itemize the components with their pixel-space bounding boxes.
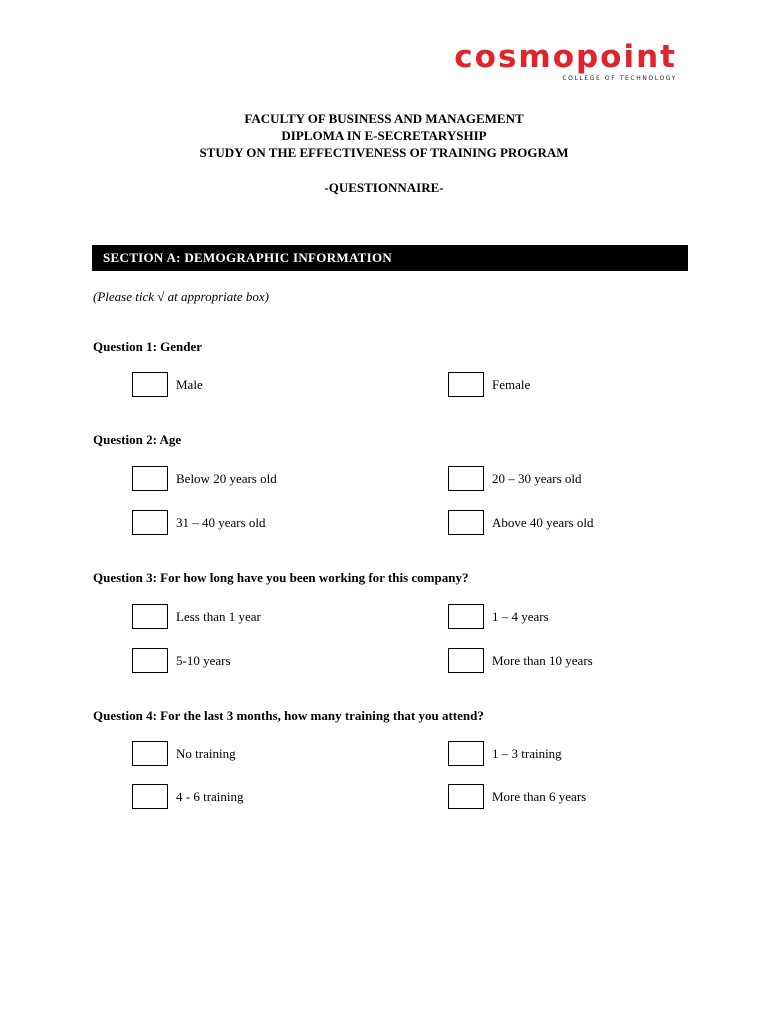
option-label: 5-10 years [176,652,231,668]
question-2-label: Question 2: Age [93,432,182,447]
option-label: Less than 1 year [176,608,261,624]
option-label: 1 – 4 years [492,608,549,624]
option-q4-2[interactable] [448,741,562,766]
option-label: Female [492,376,531,392]
option-q4-3[interactable] [132,784,244,809]
option-label: 1 – 3 training [492,745,562,761]
document-header [0,110,768,161]
question-1-label: Question 1: Gender [93,339,203,354]
option-q3-1[interactable] [132,604,261,629]
question-4-label: Question 4: For the last 3 months, how many training that you attend? [93,708,484,723]
option-label: More than 6 years [492,788,587,804]
logo-tagline: COLLEGE OF TECHNOLOGY [562,75,677,82]
option-label: 4 - 6 training [176,788,244,804]
faculty-title: FACULTY OF BUSINESS AND MANAGEMENT [244,111,524,126]
checkbox[interactable] [132,741,168,766]
option-q2-1[interactable] [132,466,277,491]
option-label: 20 – 30 years old [492,470,582,486]
checkbox[interactable] [448,604,484,629]
checkbox[interactable] [132,372,168,397]
option-q4-1[interactable] [132,741,236,766]
option-q4-4[interactable] [448,784,586,809]
option-q3-2[interactable] [448,604,549,629]
section-a-heading: SECTION A: DEMOGRAPHIC INFORMATION [92,245,688,271]
option-q2-2[interactable] [448,466,582,491]
checkbox[interactable] [448,784,484,809]
checkbox[interactable] [132,604,168,629]
option-label: Below 20 years old [176,470,277,486]
checkbox[interactable] [132,510,168,535]
tick-instruction: (Please tick √ at appropriate box) [93,289,269,304]
option-q1-2[interactable] [448,372,530,397]
option-q3-3[interactable] [132,648,231,673]
option-label: Above 40 years old [492,514,594,530]
option-label: No training [176,745,236,761]
cosmopoint-logo [454,40,677,82]
checkbox[interactable] [132,784,168,809]
option-q2-3[interactable] [132,510,266,535]
diploma-title: DIPLOMA IN E-SECRETARYSHIP [281,128,487,143]
option-q1-1[interactable] [132,372,203,397]
checkbox[interactable] [132,466,168,491]
option-q2-4[interactable] [448,510,593,535]
question-3-label: Question 3: For how long have you been working for this company? [93,570,469,585]
checkbox[interactable] [448,466,484,491]
checkbox[interactable] [448,510,484,535]
checkbox[interactable] [448,741,484,766]
checkbox[interactable] [132,648,168,673]
checkbox[interactable] [448,372,484,397]
logo-wordmark: cosmopoint [454,39,677,75]
option-label: More than 10 years [492,652,593,668]
study-title: STUDY ON THE EFFECTIVENESS OF TRAINING PROGRAM [199,145,569,160]
questionnaire-title: -QUESTIONNAIRE- [324,180,444,195]
option-label: Male [176,376,203,392]
option-label: 31 – 40 years old [176,514,266,530]
checkbox[interactable] [448,648,484,673]
option-q3-4[interactable] [448,648,593,673]
